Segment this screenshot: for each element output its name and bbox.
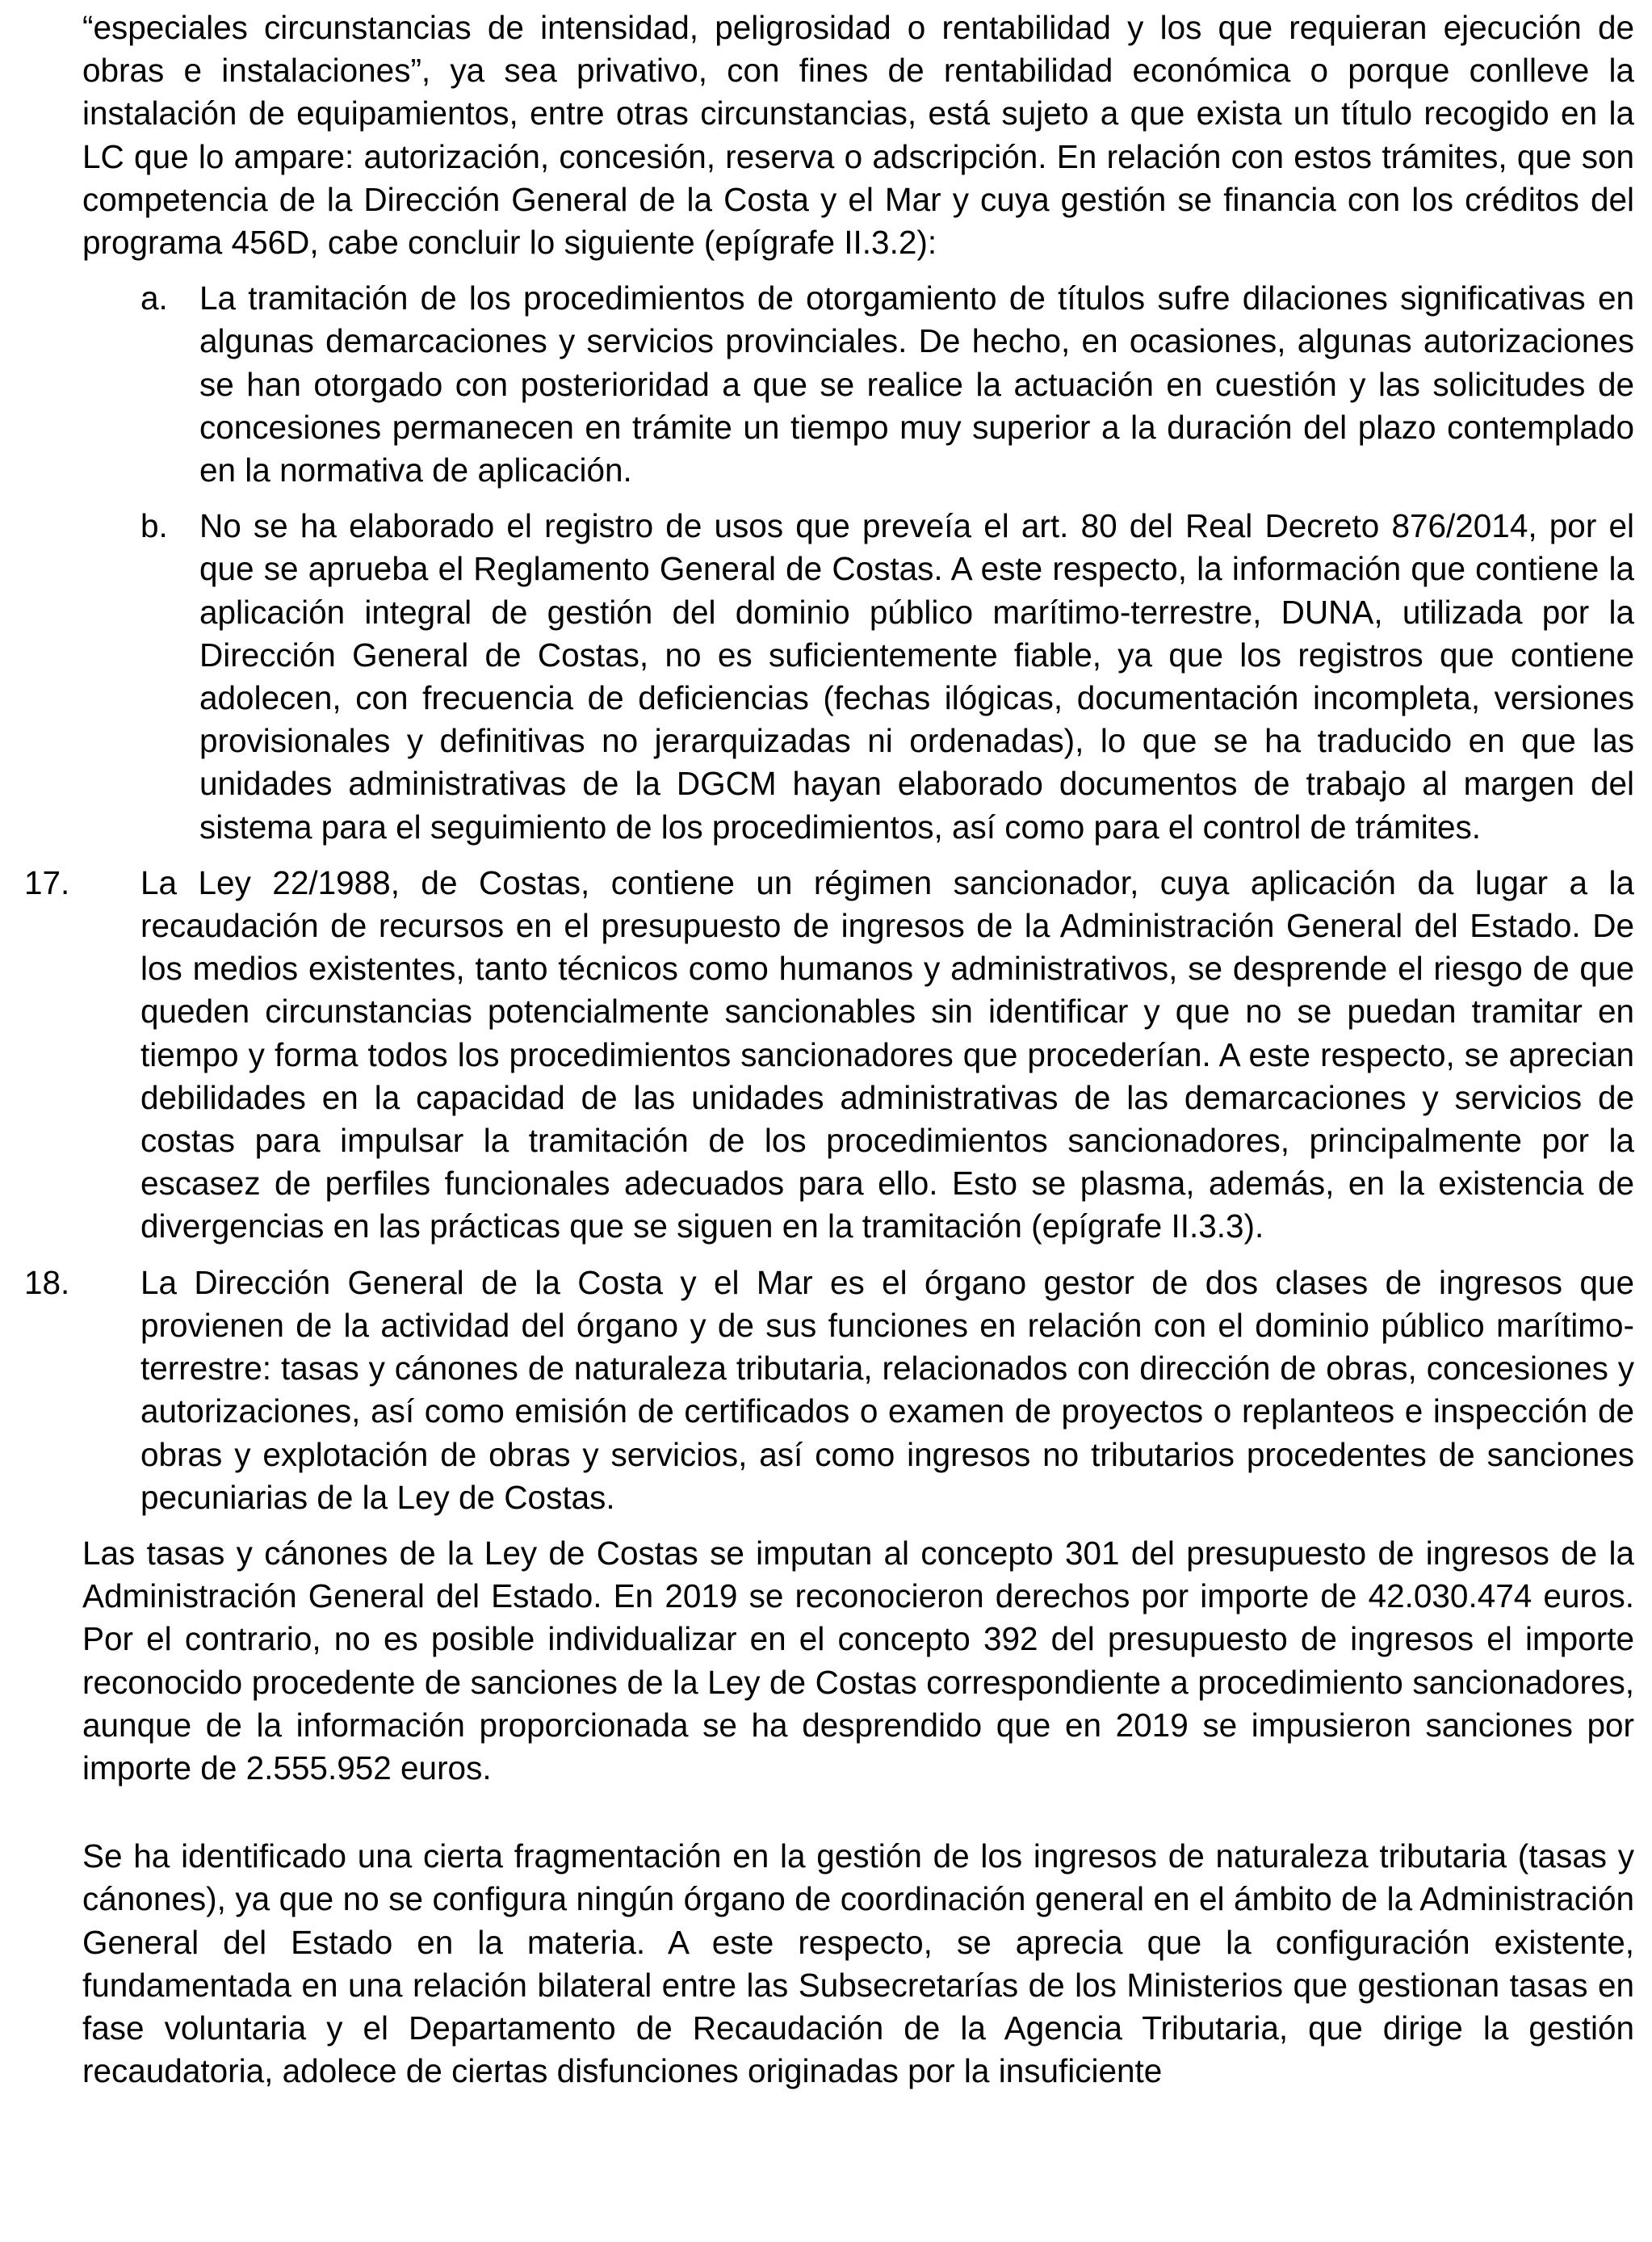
intro-paragraph: “especiales circunstancias de intensidad, peligrosidad o rentabilidad y los que requieran ejecución de obras e instalaciones”, ya sea privativo, con fines de rentabilidad económica o porque conlleve la instalación de equipamientos, entre otras circunstancias, está sujeto a que exista un título recogido en la LC que lo ampare: autorización, concesión, reserva o adscripción. En relación con estos trámites, que son competencia de la Dirección General de la Costa y el Mar y cuya gestión se financia con los créditos del programa 456D, cabe concluir lo siguiente (epígrafe II.3.2): — [82, 9, 1634, 262]
list-item — [82, 505, 1634, 849]
sub-item-list — [82, 277, 1634, 849]
list-item-text: La Ley 22/1988, de Costas, contiene un régimen sancionador, cuya aplicación da lugar a la recaudación de recursos en el presupuesto de ingresos de la Administración General del Estado. De los medios existentes, tanto técnicos como humanos y administrativos, se desprende el riesgo de que queden circunstancias potencialmente sancionables sin identificar y que no se puedan tramitar en tiempo y forma todos los procedimientos sancionadores que procederían. A este respecto, se aprecian debilidades en la capacidad de las unidades administrativas de las demarcaciones y servicios de costas para impulsar la tramitación de los procedimientos sancionadores, principalmente por la escasez de perfiles funcionales adecuados para ello. Esto se plasma, además, en la existencia de divergencias en las prácticas que se siguen en la tramitación (epígrafe II.3.3). — [140, 863, 1634, 1245]
list-item — [82, 277, 1634, 492]
paragraph-tasas: Las tasas y cánones de la Ley de Costas se imputan al concepto 301 del presupuesto de ingresos de la Administración General del Estado. En 2019 se reconocieron derechos por importe de 42.030.474 euros. Por el contrario, no es posible individualizar en el concepto 392 del presupuesto de ingresos el importe reconocido procedente de sanciones de la Ley de Costas correspondiente a procedimiento sancionadores, aunque de la información proporcionada se ha desprendido que en 2019 se impusieron sanciones por importe de 2.555.952 euros. — [82, 1534, 1634, 1786]
list-marker: a. — [140, 279, 168, 317]
list-item-text: La Dirección General de la Costa y el Mar es el órgano gestor de dos clases de ingresos que provienen de la actividad del órgano y de sus funciones en relación con el dominio público marítimo-terrestre: tasas y cánones de naturaleza tributaria, relacionados con dirección de obras, concesiones y autorizaciones, así como emisión de certificados o examen de proyectos o replanteos e inspección de obras y explotación de obras y servicios, así como ingresos no tributarios procedentes de sanciones pecuniarias de la Ley de Costas. — [140, 1263, 1634, 1516]
list-marker: 17. — [24, 863, 70, 901]
list-marker: 18. — [24, 1263, 70, 1301]
numbered-item-list — [24, 862, 1634, 1519]
list-item — [24, 862, 1634, 1249]
list-item — [24, 1262, 1634, 1519]
list-item-text: La tramitación de los procedimientos de otorgamiento de títulos sufre dilaciones significativas en algunas demarcaciones y servicios provinciales. De hecho, en ocasiones, algunas autorizaciones se han otorgado con posterioridad a que se realice la actuación en cuestión y las solicitudes de concesiones permanecen en trámite un tiempo muy superior a la duración del plazo contemplado en la normativa de aplicación. — [199, 279, 1634, 489]
paragraph-fragmentacion: Se ha identificado una cierta fragmentación en la gestión de los ingresos de naturaleza tributaria (tasas y cánones), ya que no se configura ningún órgano de coordinación general en el ámbito de la Administración General del Estado en la materia. A este respecto, se aprecia que la configuración existente, fundamentada en una relación bilateral entre las Subsecretarías de los Ministerios que gestionan tasas en fase voluntaria y el Departamento de Recaudación de la Agencia Tributaria, que dirige la gestión recaudatoria, adolece de ciertas disfunciones originadas por la insuficiente — [82, 1837, 1634, 2090]
list-item-text: No se ha elaborado el registro de usos que preveía el art. 80 del Real Decreto 876/2014, por el que se aprueba el Reglamento General de Costas. A este respecto, la información que contiene la aplicación integral de gestión del dominio público marítimo-terrestre, DUNA, utilizada por la Dirección General de Costas, no es suficientemente fiable, ya que los registros que contiene adolecen, con frecuencia de deficiencias (fechas ilógicas, documentación incompleta, versiones provisionales y definitivas no jerarquizadas ni ordenadas), lo que se ha traducido en que las unidades administrativas de la DGCM hayan elaborado documentos de trabajo al margen del sistema para el seguimiento de los procedimientos, así como para el control de trámites. — [199, 507, 1634, 846]
document-page — [24, 6, 1634, 2093]
list-marker: b. — [140, 507, 168, 545]
